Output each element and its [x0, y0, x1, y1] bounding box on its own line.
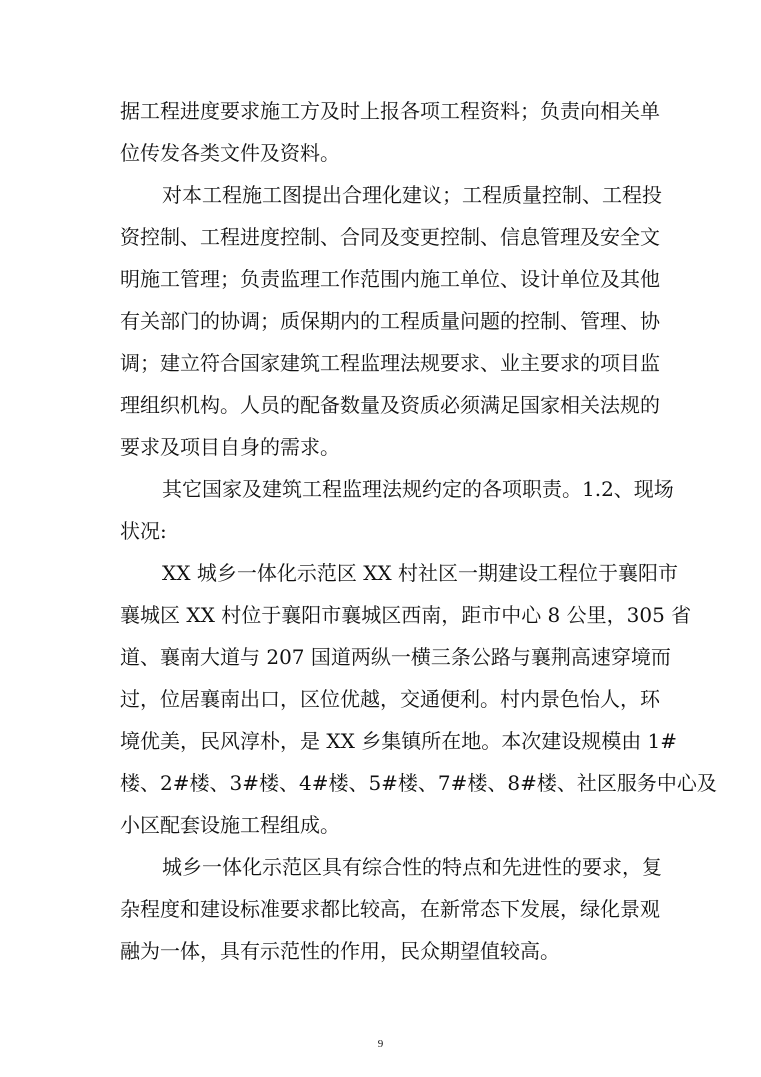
- text-line: 有关部门的协调；质保期内的工程质量问题的控制、管理、协: [120, 309, 660, 333]
- text-line: 道、襄南大道与 207 国道两纵一横三条公路与襄荆高速穿境而: [120, 645, 671, 669]
- text-line: 调；建立符合国家建筑工程监理法规要求、业主要求的项目监: [120, 351, 660, 375]
- text-line: 明施工管理；负责监理工作范围内施工单位、设计单位及其他: [120, 267, 660, 291]
- text-line: 襄城区 XX 村位于襄阳市襄城区西南，距市中心 8 公里，305 省: [120, 603, 692, 627]
- text-line: 境优美，民风淳朴，是 XX 乡集镇所在地。本次建设规模由 1#: [120, 729, 678, 753]
- text-line: 据工程进度要求施工方及时上报各项工程资料；负责向相关单: [120, 99, 660, 123]
- text-line: 城乡一体化示范区具有综合性的特点和先进性的要求，复: [162, 855, 662, 879]
- text-line: 融为一体，具有示范性的作用，民众期望值较高。: [120, 939, 560, 963]
- text-line: XX 城乡一体化示范区 XX 村社区一期建设工程位于襄阳市: [162, 561, 679, 585]
- text-line: 位传发各类文件及资料。: [120, 141, 340, 165]
- text-line: 小区配套设施工程组成。: [120, 813, 340, 837]
- text-line: 要求及项目自身的需求。: [120, 435, 340, 459]
- text-line: 过，位居襄南出口，区位优越，交通便利。村内景色怡人，环: [120, 687, 660, 711]
- document-body: [120, 90, 717, 972]
- text-line: 理组织机构。人员的配备数量及资质必须满足国家相关法规的: [120, 393, 660, 417]
- text-line: 资控制、工程进度控制、合同及变更控制、信息管理及安全文: [120, 225, 660, 249]
- text-line: 其它国家及建筑工程监理法规约定的各项职责。1.2、现场: [162, 477, 674, 501]
- text-line: 楼、2#楼、3#楼、4#楼、5#楼、7#楼、8#楼、社区服务中心及: [120, 771, 717, 795]
- text-line: 状况:: [120, 519, 167, 543]
- text-line: 对本工程施工图提出合理化建议；工程质量控制、工程投: [162, 183, 662, 207]
- text-line: 杂程度和建设标准要求都比较高，在新常态下发展，绿化景观: [120, 897, 660, 921]
- page-number: 9: [377, 1038, 384, 1050]
